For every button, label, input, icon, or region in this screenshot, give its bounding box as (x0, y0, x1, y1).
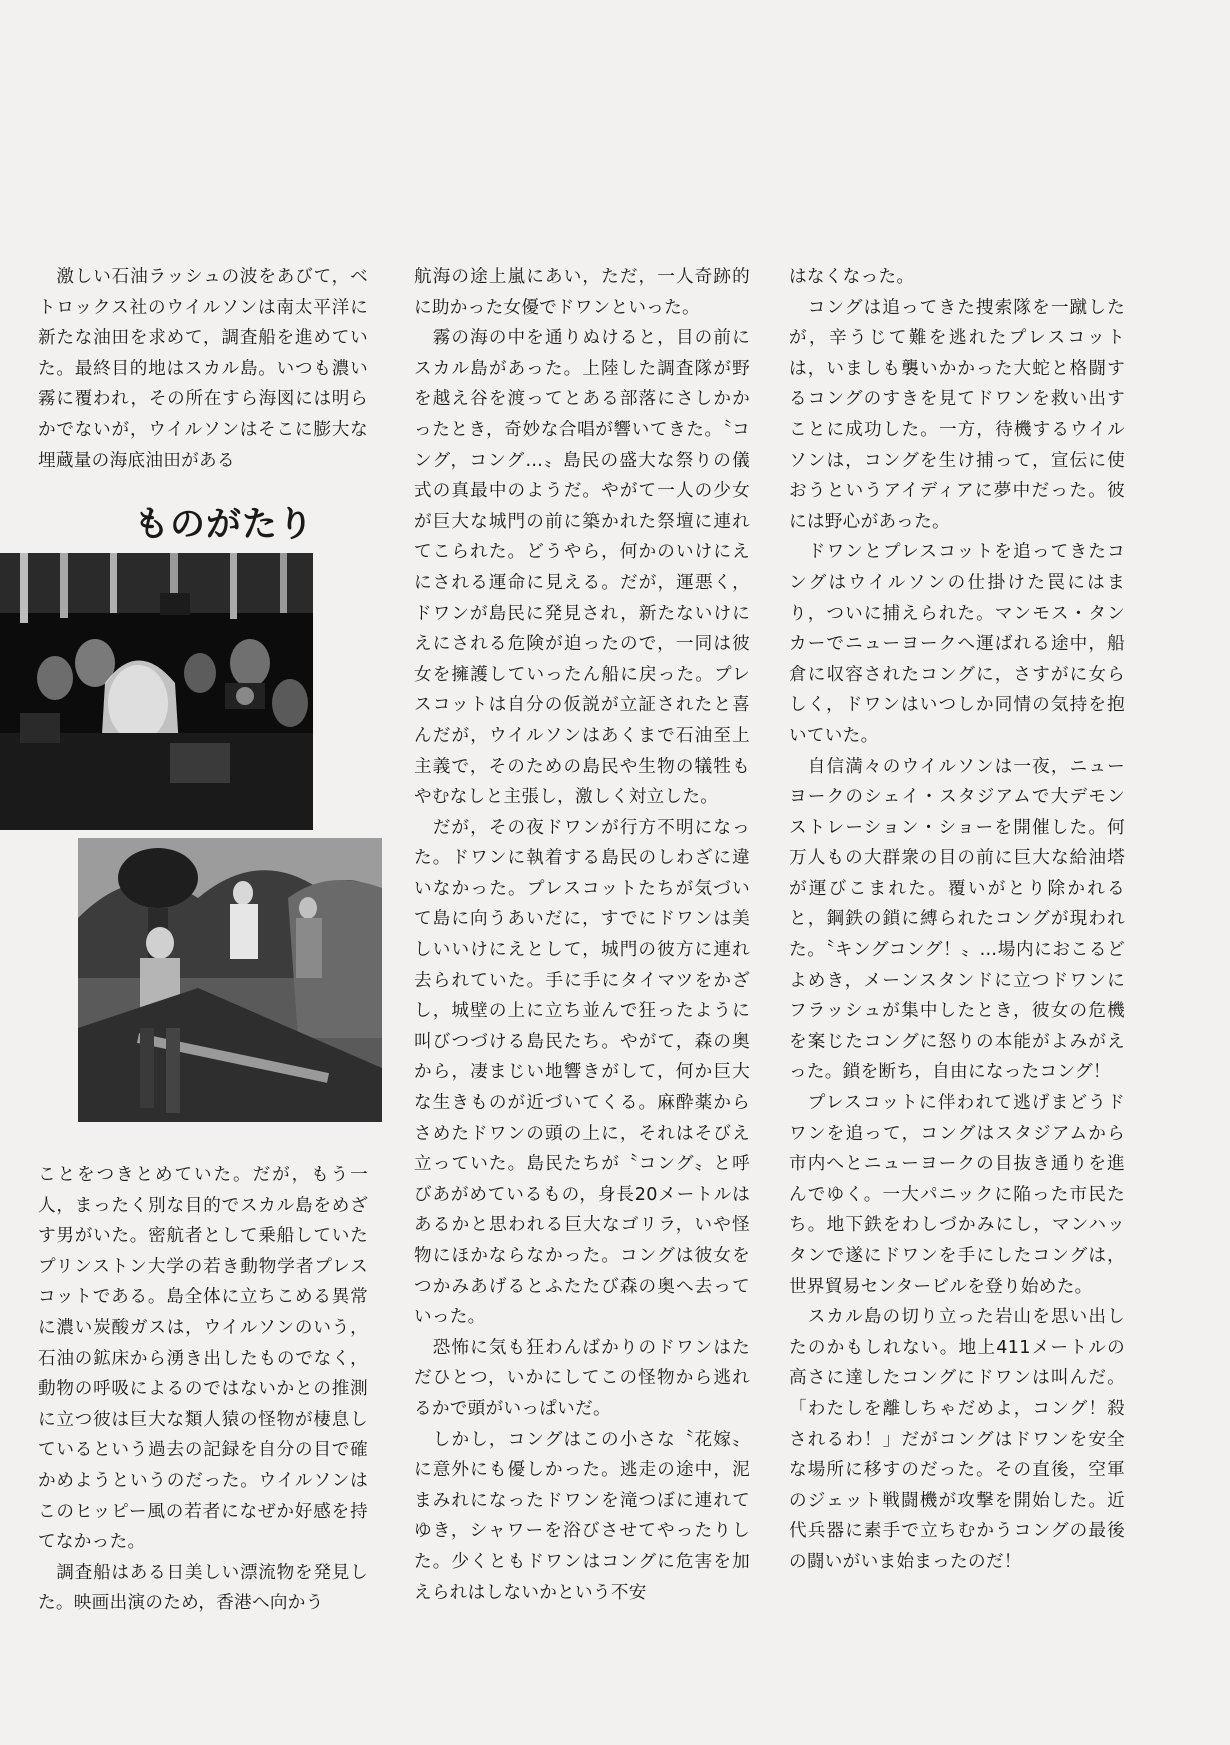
paragraph: 調査船はある日美しい漂流物を発見した。映画出演のため，香港へ向かう (38, 1562, 368, 1614)
paragraph: 激しい石油ラッシュの波をあびて，ベトロックス社のウイルソンは南太平洋に新たな油田を求めて，調査船を進めていた。最終目的地はスカル島。いつも濃い霧に覆われ，その所在すら海図には明らかでないが，ウイルソンはそこに膨大な埋蔵量の海底油田がある (38, 267, 368, 471)
story-column-1-bottom (38, 1160, 368, 1619)
paragraph: 霧の海の中を通りぬけると，目の前にスカル島があった。上陸した調査隊が野を越え谷を渡ってとある部落にさしかかったとき，奇妙な合唱が響いてきた。〝コング，コング…〟島民の盛大な祭りの儀式の真最中のようだ。やがて一人の少女が巨大な城門の前に築かれた祭壇に連れてこられた。どうやら，何かのいけにえにされる運命に見える。だが，運悪く，ドワンが島民に発見され，新たないけにえにされる危険が迫ったので，一同は彼女を擁護していったん船に戻った。プレスコットは自分の仮説が立証されたと喜んだが，ウイルソンはあくまで石油至上主義で，そのための島民や生物の犠牲もやむなしと主張し，激しく対立した。 (414, 328, 750, 808)
paragraph: しかし，コングはこの小さな〝花嫁〟に意外にも優しかった。逃走の途中，泥まみれになったドワンを滝つぼに連れてゆき，シャワーを浴びさせてやったりした。少くともドワンはコングに危害を加えられはしないかという不安 (414, 1429, 750, 1603)
story-column-1-top (38, 262, 368, 476)
paragraph: コングは追ってきた捜索隊を一蹴したが，辛うじて難を逃れたプレスコットは，いましも襲いかかった大蛇と格闘するコングのすきを見てドワンを救い出すことに成功した。一方，待機するウイルソンは，コングを生け捕って，宣伝に使おうというアイディアに夢中だった。彼には野心があった。 (789, 297, 1125, 532)
paragraph: ことをつきとめていた。だが，もう一人，まったく別な目的でスカル島をめざす男がいた。密航者として乗船していたプリンストン大学の若き動物学者プレスコットである。島全体に立ちこめる異常に濃い炭酸ガスは，ウイルソンのいう，石油の鉱床から湧き出したものでなく，動物の呼吸によるのではないかとの推測に立つ彼は巨大な類人猿の怪物が棲息しているという過去の記録を自分の目で確かめようというのだった。ウイルソンはこのヒッピー風の若者になぜか好感を持てなかった。 (38, 1165, 368, 1553)
paragraph: 恐怖に気も狂わんばかりのドワンはただひとつ，いかにしてこの怪物から逃れるかで頭がいっぱいだ。 (414, 1337, 750, 1419)
paragraph: 航海の途上嵐にあい，ただ，一人奇跡的に助かった女優でドワンといった。 (414, 267, 750, 318)
paragraph: スカル島の切り立った岩山を思い出したのかもしれない。地上411メートルの高さに達したコングにドワンは叫んだ。「わたしを離しちゃだめよ，コング！殺されるわ！」だがコングはドワンを安全な場所に移すのだった。その直後，空軍のジェット戦闘機が攻撃を開始した。近代兵器に素手で立ちむかうコングの最後の闘いがいま始まったのだ！ (789, 1307, 1125, 1572)
paragraph: 自信満々のウイルソンは一夜，ニューヨークのシェイ・スタジアムで大デモンストレーション・ショーを開催した。何万人もの大群衆の目の前に巨大な給油塔が運びこまれた。覆いがとり除かれると，鋼鉄の鎖に縛られたコングが現われた。〝キングコング！〟…場内におこるどよめき，メーンスタンドに立つドワンにフラッシュが集中したとき，彼女の危機を案じたコングに怒りの本能がよみがえった。鎖を断ち，自由になったコング！ (789, 756, 1125, 1083)
photo-press-crowd (0, 553, 313, 830)
paragraph: プレスコットに伴われて逃げまどうドワンを追って，コングはスタジアムから市内へとニューヨークの目抜き通りを進んでゆく。一大パニックに陥った市民たち。地下鉄をわしづかみにし，マンハッタンで遂にドワンを手にしたコングは，世界貿易センタービルを登り始めた。 (789, 1093, 1125, 1297)
paragraph: ドワンとプレスコットを追ってきたコングはウイルソンの仕掛けた罠にはまり，ついに捕えられた。マンモス・タンカーでニューヨークへ運ばれる途中，船倉に収容されたコングに，さすがに女らしく，ドワンはいつしか同情の気持を抱いていた。 (789, 542, 1125, 746)
story-column-3 (789, 262, 1125, 1578)
section-heading: ものがたり (134, 505, 315, 545)
paragraph: だが，その夜ドワンが行方不明になった。ドワンに執着する島民のしわざに違いなかった。プレスコットたちが気づいて島に向うあいだに，すでにドワンは美しいいけにえとして，城門の彼方に連れ去られていた。手に手にタイマツをかざし，城壁の上に立ち並んで狂ったように叫びつづける島民たち。やがて，森の奥から，凄まじい地響きがして，何か巨大な生きものが近づいてくる。麻酔薬からさめたドワンの頭の上に，それはそびえ立っていた。島民たちが〝コング〟と呼びあがめているもの，身長20メートルはあるかと思われる巨大なゴリラ，いや怪物にほかならなかった。コングは彼女をつかみあげるとふたたび森の奥へ去っていった。 (414, 817, 750, 1328)
photo-island-expedition (78, 838, 382, 1122)
story-column-2 (414, 262, 750, 1608)
paragraph: はなくなった。 (789, 267, 915, 287)
